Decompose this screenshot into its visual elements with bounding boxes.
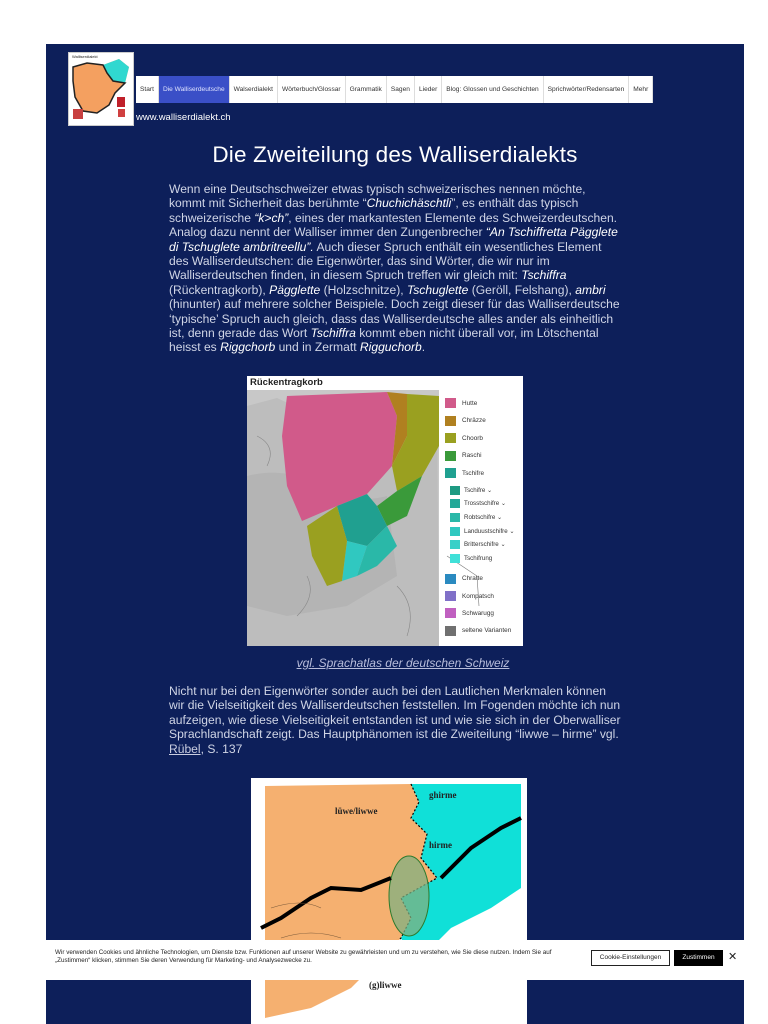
legend-label: Tschifre [462,469,485,477]
nav-item[interactable]: Wörterbuch/Glossar [278,76,346,103]
site-logo[interactable] [68,52,134,126]
legend-label: Raschi [462,452,482,459]
legend-label: Chratte [462,575,483,583]
legend-item [445,608,494,618]
legend-label: Kompatsch [462,592,494,600]
site-domain[interactable]: www.walliserdialekt.ch [136,112,231,123]
legend-sub-item[interactable] [450,513,502,522]
legend-swatch [445,433,456,443]
legend-label: Robtschifre ⌄ [464,513,503,521]
legend-item [445,626,511,636]
legend-item [445,451,482,461]
legend-swatch [445,574,456,584]
legend-swatch [445,468,456,478]
legend-swatch [450,527,460,536]
legend-swatch [445,398,456,408]
legend-sub-item[interactable] [450,554,492,563]
legend-sub-item[interactable] [450,499,506,508]
map-label-gliwwe: (g)liwwe [369,980,402,990]
cookie-banner [0,940,768,980]
legend-label: Schwarugg [462,609,494,617]
legend-label: Chräzze [462,417,486,424]
legend-item [445,591,494,601]
nav-item[interactable]: Start [136,76,159,103]
legend-item [445,433,483,443]
legend-label: Trosstschifre ⌄ [464,500,507,508]
legend-sub-item[interactable] [450,527,515,536]
text-segment: Auch dieser Spruch enthält ein wesentliches Element des Walliserdeutschen: die Eigenwörter, das sind Wörter, die wir nur im Walliserdeutschen finden, in diesem Spruch treffen wir gleich mit: [169,239,602,283]
emphasis-paegglette: Pägglette [269,282,321,297]
map-caption [46,656,744,670]
text-segment: kommt eben nicht überall vor, im Lötschental heisst es [169,326,599,355]
legend-sub-item[interactable] [450,486,492,495]
nav-item[interactable]: Walserdialekt [230,76,278,103]
nav-item[interactable]: Die Walliserdeutsche [159,76,230,103]
cookie-text: Wir verwenden Cookies und ähnliche Technologien, um Dienste bzw. Funktionen auf unserer Website zu gewährleisten und um zu verstehen, wie Sie diese nutzen. Indem Sie auf „Zustimmen“ klicken, stimmen Sie deren Verwendung für Marketing- und Analysezwecke zu. [55,949,552,964]
nav-item[interactable]: Sprichwörter/Redensarten [544,76,630,103]
legend-swatch [450,486,460,495]
nav-item[interactable]: Mehr [629,76,653,103]
close-icon[interactable]: ✕ [728,951,738,963]
legend-swatch [450,513,460,522]
text-segment: , S. 137 [200,741,243,756]
map-label-ghirme: ghirme [429,790,457,800]
text-segment: . [421,340,426,355]
map-label-hirme: hirme [429,840,452,850]
emphasis-rigguchorb: Rigguchorb [359,340,422,355]
nav-item[interactable]: Sagen [387,76,415,103]
text-segment: (Holzschnitze), [320,282,407,297]
legend-label: seltene Varianten [462,627,512,635]
text-segment: (Geröll, Felshang), [468,282,576,297]
emphasis-tongue-twister: “An Tschiffretta Pägglete di Tschuglete ambritreellu”. [169,225,618,254]
page-content [46,44,744,1024]
text-segment: , eines der markantesten Elemente des Schweizerdeutschen. Analog dazu nennt der Walliser immer den Zungenbrecher [169,210,618,240]
legend-swatch [450,540,460,549]
legend-swatch [445,608,456,618]
legend-label: Tschifrung [464,555,493,562]
nav-item[interactable]: Blog: Glossen und Geschichten [442,76,543,103]
legend-swatch [445,451,456,461]
text-segment: ”, es enthält das typisch schweizerische [169,196,579,225]
map-title: Rückentragkorb [250,377,323,388]
map-rueckentragkorb [247,376,523,646]
logo-title: Walliserdialekt [72,54,98,59]
emphasis-ambri: ambri [575,282,606,297]
ruebel-link[interactable]: Rübel [169,741,201,756]
legend-item [445,468,484,478]
text-segment: (Rückentragkorb), [169,282,270,297]
map-label-luewe: lüwe/liwwe [335,806,378,816]
legend-label: Hutte [462,399,478,407]
text-segment: und in Zermatt [275,340,360,355]
cookie-settings-button[interactable]: Cookie-Einstellungen [591,950,670,966]
legend-label: Choorb [462,434,483,442]
legend-swatch [445,416,456,426]
emphasis-tschiffra-2: Tschiffra [310,326,356,341]
emphasis-tschiffra: Tschiffra [521,268,567,283]
sprachatlas-link[interactable]: vgl. Sprachatlas der deutschen Schweiz [296,656,510,670]
intro-paragraph [169,182,624,355]
emphasis-tschuglette: Tschuglette [406,282,469,297]
legend-sub-item[interactable] [450,540,506,549]
emphasis-kch: “k>ch” [254,210,289,225]
text-segment: Wenn eine Deutschschweizer etwas typisch schweizerisches nennen möchte, kommt mit Sicherheit das berühmte “ [169,182,586,211]
cookie-accept-button[interactable]: Zustimmen [674,950,723,966]
legend-item [445,574,483,584]
text-segment: (hinunter) auf mehrere solcher Beispiele. Doch zeigt dieser für das Walliserdeutsche ‘typische’ Spruch auch gleich, dass das Walliserdeutsche alles ander als einheitlich ist, denn gerade das Wort [169,297,620,341]
emphasis-chuchichaeschtli: Chuchichäschtli [366,196,452,211]
page-title: Die Zweiteilung des Walliserdialekts [212,142,578,167]
legend-label: Landuustschifre ⌄ [464,527,515,535]
legend-swatch [445,626,456,636]
map-zweiteilung-image [251,778,527,1024]
legend-item [445,398,477,408]
second-paragraph [169,684,624,756]
nav-item[interactable]: Grammatik [346,76,387,103]
legend-swatch [450,554,460,563]
text-segment: Nicht nur bei den Eigenwörter sonder auch bei den Lautlichen Merkmalen können wir die Vielseitigkeit des Walliserdeutschen feststellen. Im Fogenden möchte ich nun aufzeigen, wie diese Vielseitigkeit entstanden ist und wie sie sich in der Oberwalliser Sprachlandschaft zeigt. Das Hauptphänomen ist die Zweiteilung “liwwe – hirme” vgl. [169,684,621,742]
nav-item[interactable]: Lieder [415,76,442,103]
logo-map-image [69,53,133,125]
legend-swatch [450,499,460,508]
emphasis-riggchorb: Riggchorb [220,340,276,355]
map-zweiteilung [251,778,527,1024]
legend-swatch [445,591,456,601]
legend-item [445,416,486,426]
main-navigation [136,76,653,103]
legend-label: Tschifre ⌄ [464,486,493,494]
legend-label: Britterschifre ⌄ [464,541,506,549]
